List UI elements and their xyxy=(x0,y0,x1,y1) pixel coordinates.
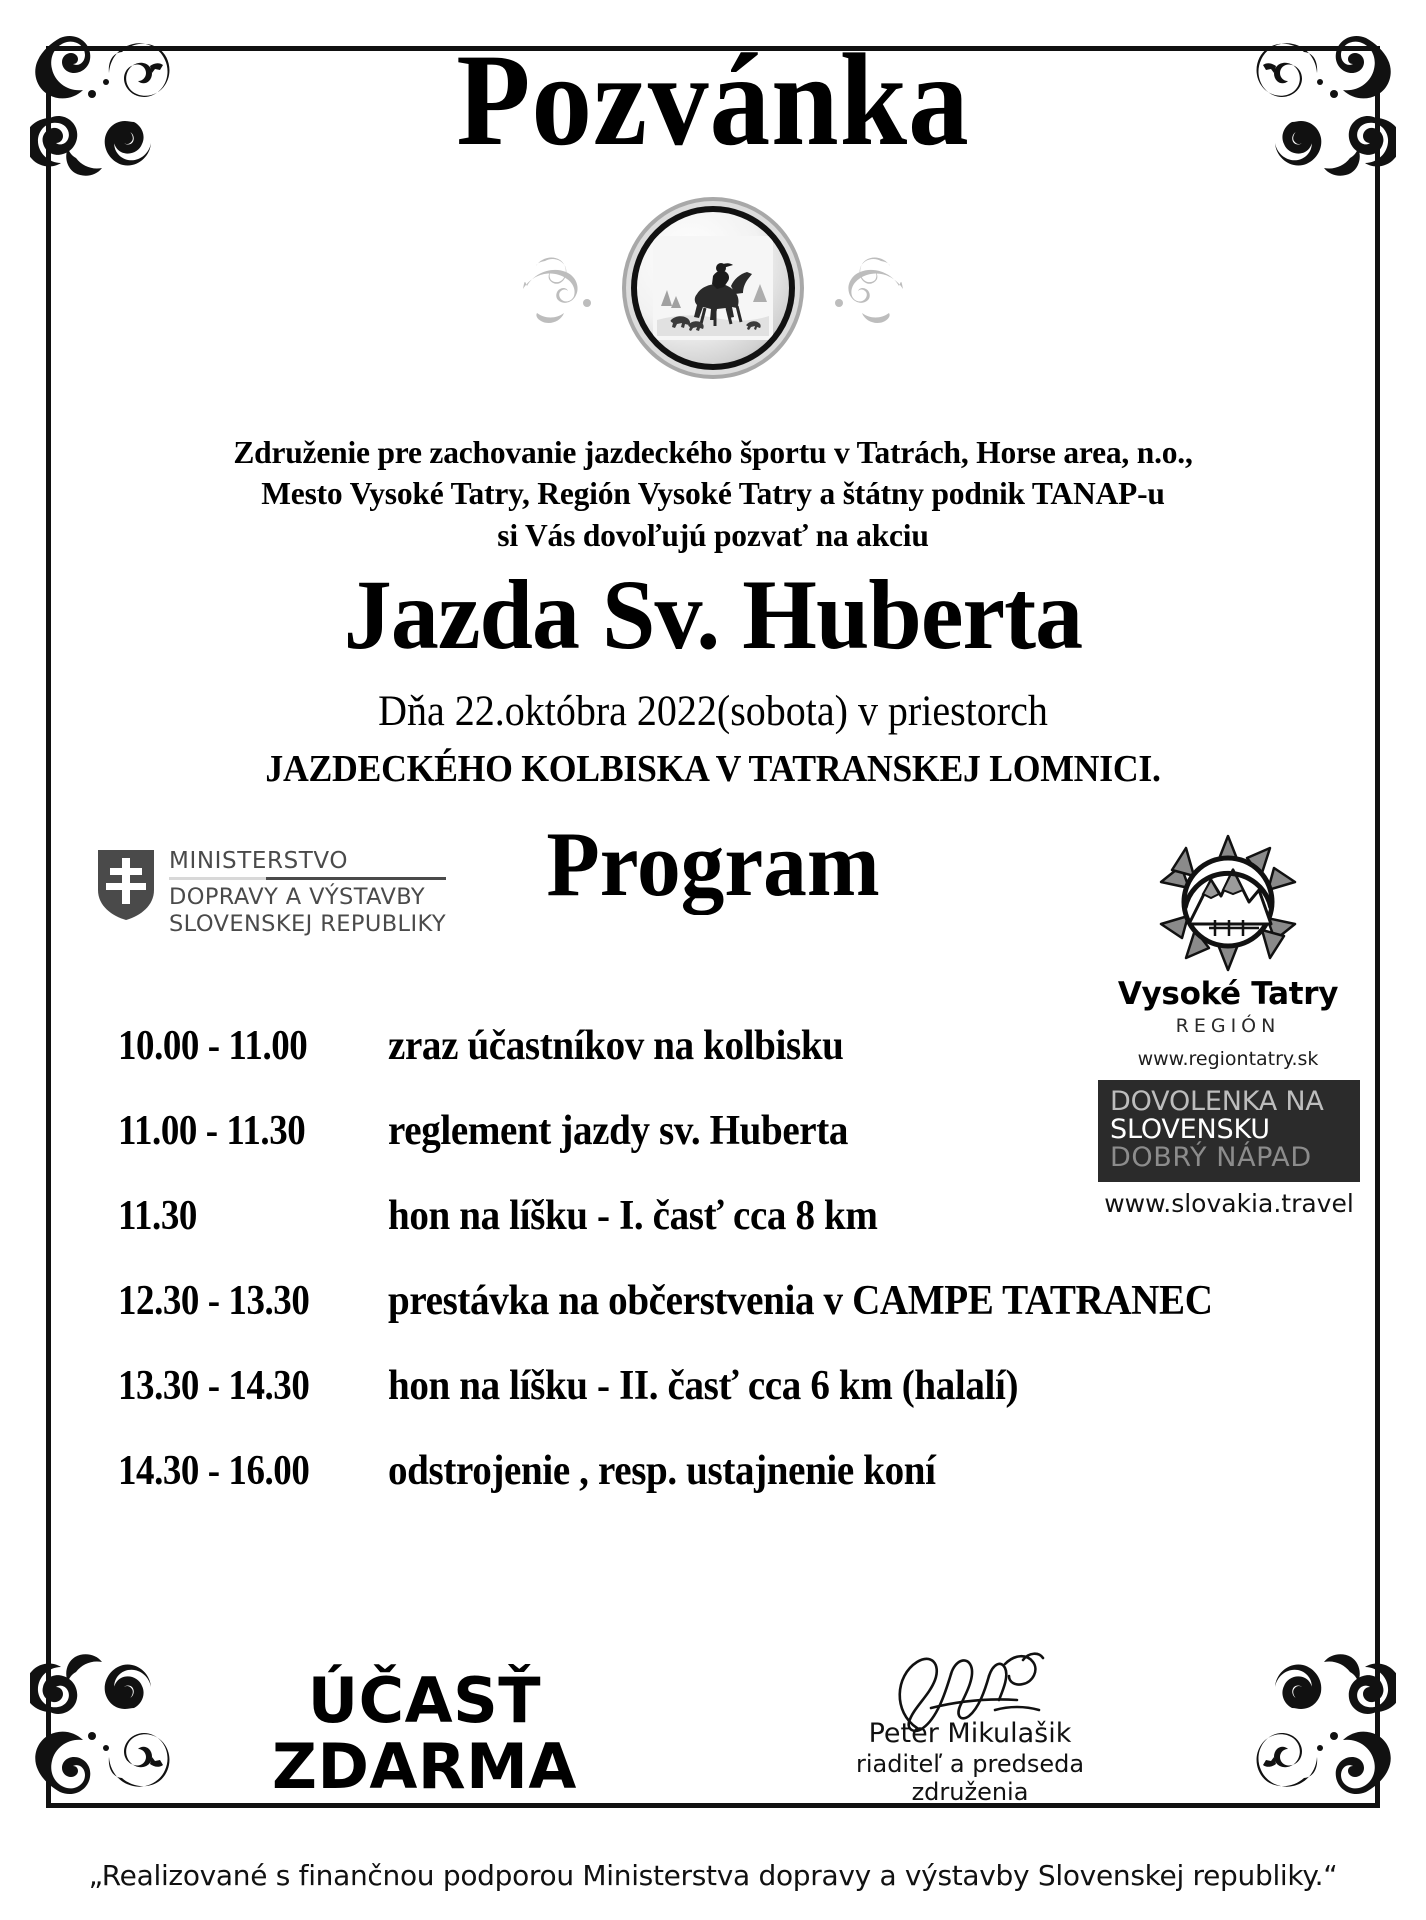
schedule-description: zraz účastníkov na kolbisku xyxy=(388,1023,844,1069)
ministry-line-1: MINISTERSTVO xyxy=(169,848,349,874)
flourish-left-icon xyxy=(515,243,625,333)
table-row xyxy=(118,1362,1366,1447)
intro-line-3: si Vás dovoľujú pozvať na akciu xyxy=(497,517,929,553)
footer-funding-note: „Realizované s finančnou podporou Ministerstva dopravy a výstavby Slovenskej republiky.“ xyxy=(88,1859,1338,1892)
page-title: Pozvánka xyxy=(456,26,970,173)
travel-banner-line-2: SLOVENSKU xyxy=(1110,1114,1270,1146)
event-date: Dňa 22.októbra 2022(sobota) v priestorch xyxy=(378,688,1048,735)
free-entry-note xyxy=(272,1664,577,1804)
intro-paragraph xyxy=(60,432,1366,556)
event-title: Jazda Sv. Huberta xyxy=(343,559,1083,670)
free-entry-line-2: ZDARMA xyxy=(272,1730,577,1804)
slovak-double-cross-shield-icon xyxy=(96,848,156,922)
schedule-time: 13.30 - 14.30 xyxy=(118,1363,310,1409)
region-logo-url[interactable]: www.regiontatry.sk xyxy=(1137,1048,1319,1070)
intro-line-2: Mesto Vysoké Tatry, Región Vysoké Tatry a štátny podnik TANAP-u xyxy=(261,476,1165,512)
crest-row xyxy=(0,208,1426,368)
travel-banner-line-1: DOVOLENKA NA xyxy=(1110,1086,1324,1117)
event-venue: JAZDECKÉHO KOLBISKA V TATRANSKEJ LOMNICI. xyxy=(265,748,1161,790)
schedule-time: 11.30 xyxy=(118,1193,197,1239)
schedule-description: hon na líšku - I. časť cca 8 km xyxy=(388,1193,878,1239)
ministry-logo xyxy=(96,848,446,937)
ministry-line-3: SLOVENSKEJ REPUBLIKY xyxy=(169,910,447,937)
schedule-description: hon na líšku - II. časť cca 6 km (halalí) xyxy=(388,1363,1019,1409)
travel-banner-line-3: DOBRÝ NÁPAD xyxy=(1110,1142,1312,1174)
table-row xyxy=(118,1192,1366,1277)
schedule-time: 14.30 - 16.00 xyxy=(118,1448,310,1494)
free-entry-line-1: ÚČASŤ xyxy=(307,1664,542,1737)
region-logo-name: Vysoké Tatry xyxy=(1117,976,1339,1012)
ministry-divider xyxy=(169,877,446,880)
intro-line-1: Združenie pre zachovanie jazdeckého športu v Tatrách, Horse area, n.o., xyxy=(233,435,1193,470)
schedule-description: odstrojenie , resp. ustajnenie koní xyxy=(388,1448,936,1494)
ministry-line-2: DOPRAVY A VÝSTAVBY xyxy=(169,884,426,911)
schedule-description: reglement jazdy sv. Huberta xyxy=(388,1108,849,1154)
region-logo-subtitle: REGIÓN xyxy=(1175,1015,1281,1037)
travel-banner-url[interactable]: www.slovakia.travel xyxy=(1104,1189,1354,1219)
schedule-description: prestávka na občerstvenia v CAMPE TATRANEC xyxy=(388,1278,1213,1324)
ministry-logo-text xyxy=(169,848,446,937)
schedule-time: 12.30 - 13.30 xyxy=(118,1278,310,1324)
signature-block xyxy=(820,1648,1120,1806)
schedule-time: 11.00 - 11.30 xyxy=(118,1108,306,1154)
program-schedule xyxy=(118,1022,1366,1532)
table-row xyxy=(118,1022,1366,1107)
signature-role: riaditeľ a predseda združenia xyxy=(855,1750,1085,1806)
horse-rider-hunt-crest-icon xyxy=(653,236,773,340)
signature-name: Peter Mikulašik xyxy=(868,1718,1072,1749)
tatry-sun-mountain-icon xyxy=(1153,832,1303,972)
table-row xyxy=(118,1277,1366,1362)
flourish-right-icon xyxy=(801,243,911,333)
table-row xyxy=(118,1107,1366,1192)
crest-medallion xyxy=(631,206,795,370)
program-heading: Program xyxy=(546,813,880,915)
schedule-time: 10.00 - 11.00 xyxy=(118,1023,308,1069)
table-row xyxy=(118,1447,1366,1532)
